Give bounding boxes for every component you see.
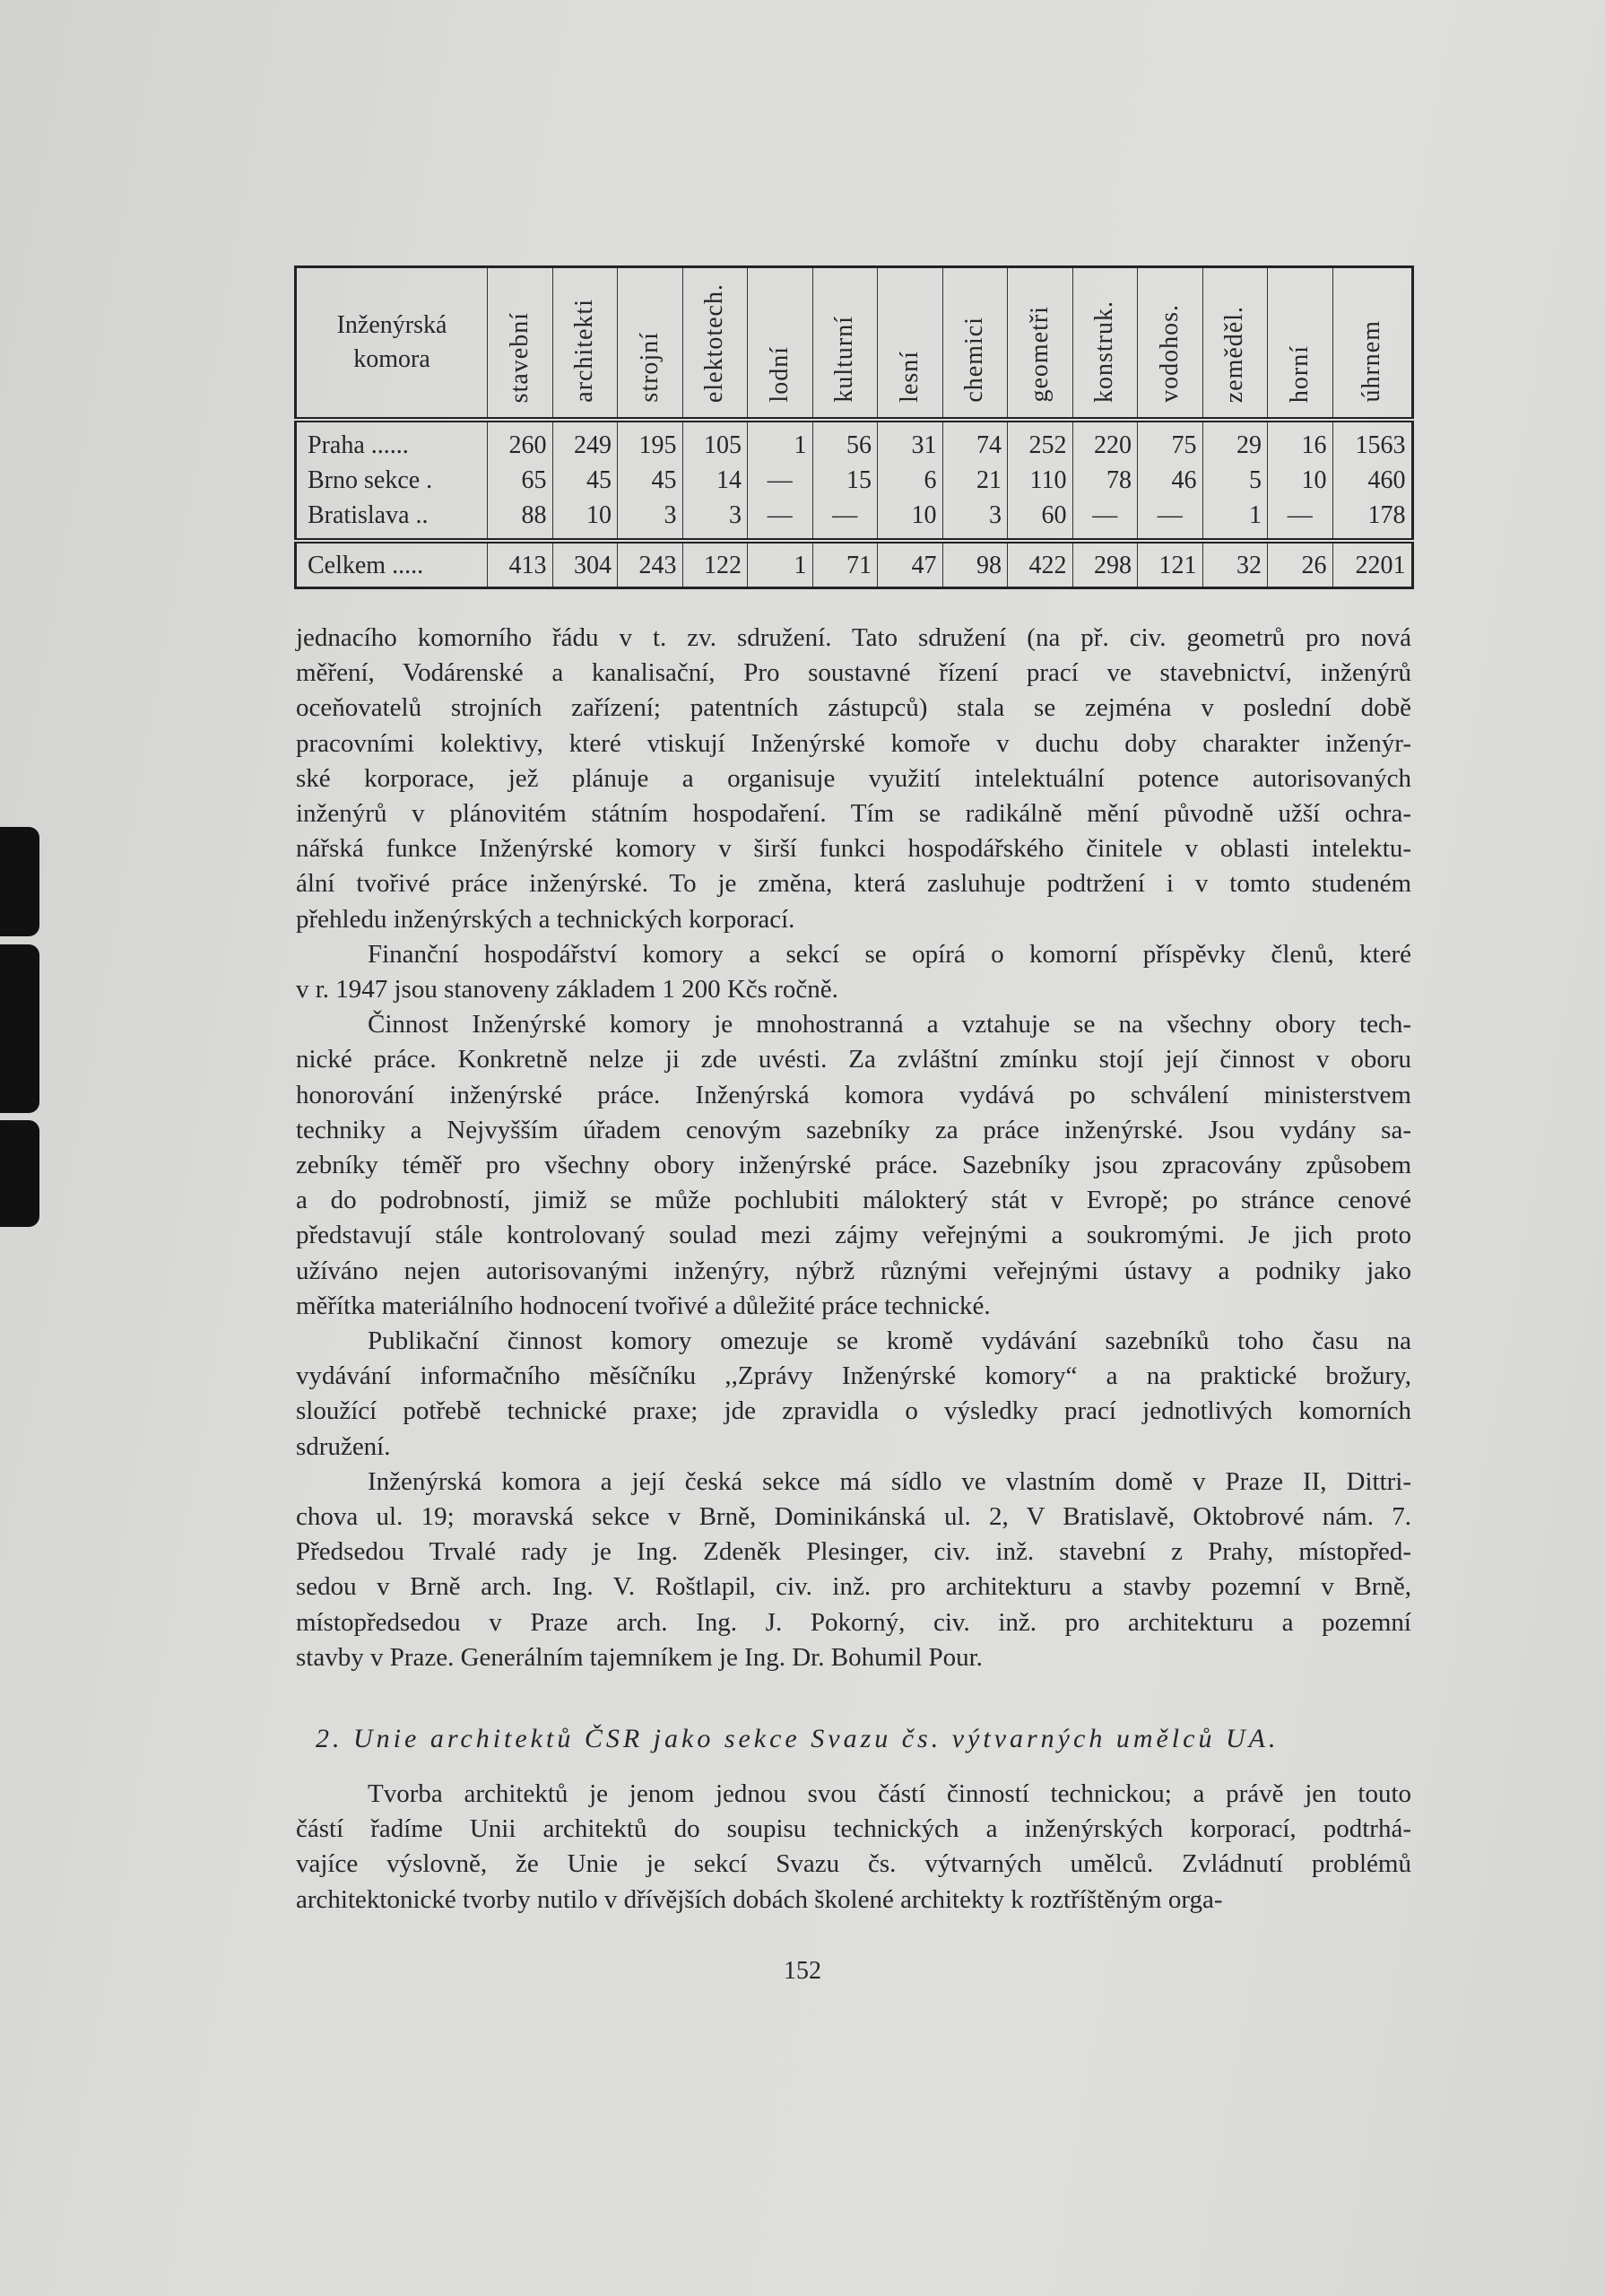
table-cell: 71 <box>812 541 878 588</box>
section-heading: 2. Unie architektů ČSR jako sekce Svazu čs. výtvarných umělců UA. <box>316 1724 1280 1753</box>
column-header <box>1072 267 1138 421</box>
column-header <box>942 267 1008 421</box>
column-header-label: chemici <box>960 317 989 403</box>
engineering-chamber-table <box>294 265 1414 589</box>
column-header-label: lesní <box>895 351 924 403</box>
row-label: Brno sekce . <box>296 463 488 498</box>
text-line: sdružení. <box>296 1431 391 1461</box>
column-header <box>1138 267 1203 421</box>
table-cell: 16 <box>1268 420 1333 463</box>
column-header <box>1202 267 1268 421</box>
text-line: nářská funkce Inženýrské komory v širší funkci hospodářského činitele v oblasti intelektu- <box>296 834 1411 864</box>
column-header <box>618 267 683 421</box>
text-line: částí řadíme Unii architektů do soupisu technických a inženýrských korporací, podtrhá- <box>296 1814 1411 1844</box>
table-cell: 56 <box>812 420 878 463</box>
text-line: a do podrobností, jimiž se může pochlubiti málokterý stát v Evropě; po stránce cenové <box>296 1186 1411 1215</box>
table-cell: 46 <box>1138 463 1203 498</box>
table-cell: 74 <box>942 420 1008 463</box>
row-label: Celkem ..... <box>296 541 488 588</box>
column-header-label: geometři <box>1025 306 1054 403</box>
table-cell: 252 <box>1008 420 1073 463</box>
column-header-label: stavební <box>505 311 534 403</box>
binder-clip <box>0 944 39 1113</box>
column-header <box>1332 267 1412 421</box>
table-cell: 1 <box>748 541 813 588</box>
text-line: Činnost Inženýrské komory je mnohostranná a vztahuje se na všechny obory tech- <box>368 1010 1411 1039</box>
table-cell: — <box>1268 498 1333 541</box>
table-cell: 422 <box>1008 541 1073 588</box>
table-cell: 60 <box>1008 498 1073 541</box>
text-line: Finanční hospodářství komory a sekcí se opírá o komorní příspěvky členů, které <box>368 939 1411 969</box>
column-header <box>682 267 748 421</box>
table-row <box>296 420 1413 463</box>
column-header <box>1008 267 1073 421</box>
column-header-label: architekti <box>570 299 599 403</box>
table-cell: 78 <box>1072 463 1138 498</box>
column-header <box>748 267 813 421</box>
table-cell: 413 <box>488 541 553 588</box>
column-header-label: úhrnem <box>1358 320 1385 403</box>
text-line: Inženýrská komora a její česká sekce má sídlo ve vlastním domě v Praze II, Dittri- <box>368 1466 1411 1496</box>
table-cell: 31 <box>878 420 943 463</box>
page-number: 152 <box>784 1957 821 1985</box>
corner-header <box>296 267 488 421</box>
table-cell: 88 <box>488 498 553 541</box>
text-line: v r. 1947 jsou stanoveny základem 1 200 Kčs ročně. <box>296 975 838 1004</box>
binder-clip <box>0 827 39 936</box>
table-cell: 304 <box>552 541 618 588</box>
text-line: jednacího komorního řádu v t. zv. sdružení. Tato sdružení (na př. civ. geometrů pro nová <box>296 623 1411 652</box>
table-cell: 1 <box>1202 498 1268 541</box>
corner-label-line2: komora <box>353 345 430 373</box>
table-cell: 45 <box>552 463 618 498</box>
table-total-row <box>296 541 1413 588</box>
table-cell: 10 <box>1268 463 1333 498</box>
table-cell: 32 <box>1202 541 1268 588</box>
table-cell: 15 <box>812 463 878 498</box>
text-line: architektonické tvorby nutilo v dřívějších dobách školené architekty k roztříštěným orga- <box>296 1884 1223 1914</box>
column-header <box>812 267 878 421</box>
table-cell: — <box>1072 498 1138 541</box>
table-cell: — <box>812 498 878 541</box>
table-cell: 14 <box>682 463 748 498</box>
row-label: Praha ...... <box>296 420 488 463</box>
column-header-label: zeměděl. <box>1220 305 1249 403</box>
table-cell: 98 <box>942 541 1008 588</box>
table-cell: 5 <box>1202 463 1268 498</box>
text-line: sloužící potřebě technické praxe; jde zpravidla o výsledky prací jednotlivých komorních <box>296 1396 1411 1426</box>
column-header-label: elektotech. <box>700 283 729 403</box>
text-line: Předsedou Trvalé rady je Ing. Zdeněk Plesinger, civ. inž. stavební z Prahy, místopřed- <box>296 1537 1411 1567</box>
table-cell: 122 <box>682 541 748 588</box>
text-line: měření, Vodárenské a kanalisační, Pro soustavné řízení prací ve stavebnictví, inženýrů <box>296 658 1411 688</box>
text-line: místopředsedou v Praze arch. Ing. J. Pokorný, civ. inž. pro architekturu a pozemní <box>296 1607 1411 1637</box>
corner-label-line1: Inženýrská <box>336 311 447 339</box>
text-line: vajíce výslovně, že Unie je sekcí Svazu čs. výtvarných umělců. Zvládnutí problémů <box>296 1849 1411 1879</box>
table-cell: 26 <box>1268 541 1333 588</box>
column-header <box>552 267 618 421</box>
text-line: zebníky téměř pro všechny obory inženýrské práce. Sazebníky jsou zpracovány způsobem <box>296 1151 1411 1179</box>
binder-clip <box>0 1120 39 1227</box>
table-cell: 105 <box>682 420 748 463</box>
table-cell: 75 <box>1138 420 1203 463</box>
column-header-label: strojní <box>635 332 664 403</box>
table-cell: 249 <box>552 420 618 463</box>
table-cell: 243 <box>618 541 683 588</box>
table-cell: 460 <box>1332 463 1412 498</box>
table-cell: 3 <box>682 498 748 541</box>
column-header-label: kulturní <box>830 316 859 403</box>
row-label: Bratislava .. <box>296 498 488 541</box>
table-row <box>296 463 1413 498</box>
table-cell: 298 <box>1072 541 1138 588</box>
table-cell: 1 <box>748 420 813 463</box>
column-header <box>1268 267 1333 421</box>
table-cell: 10 <box>552 498 618 541</box>
table-cell: 3 <box>942 498 1008 541</box>
text-line: oceňovatelů strojních zařízení; patentních zástupců) stala se zejména v poslední době <box>296 693 1411 723</box>
table-header-row <box>296 267 1413 421</box>
text-line: ské korporace, jež plánuje a organisuje využití intelektuální potence autorisovaných <box>296 763 1411 793</box>
text-line: Tvorba architektů je jenom jednou svou částí činností technickou; a právě jen touto <box>368 1779 1411 1808</box>
text-line: vydávání informačního měsíčníku ,,Zprávy Inženýrské komory“ a na praktické brožury, <box>296 1361 1411 1391</box>
table-cell: 110 <box>1008 463 1073 498</box>
column-header <box>878 267 943 421</box>
column-header-label: horní <box>1285 344 1314 403</box>
table-cell: 10 <box>878 498 943 541</box>
text-line: inženýrů v plánovitém státním hospodaření. Tím se radikálně mění původně užší ochra- <box>296 799 1411 828</box>
table-cell: 1563 <box>1332 420 1412 463</box>
table-row <box>296 498 1413 541</box>
text-line: nické práce. Konkretně nelze ji zde uvésti. Za zvláštní zmínku stojí její činnost v oboru <box>296 1045 1411 1074</box>
text-line: pracovními kolektivy, které vtiskují Inženýrské komoře v duchu doby charakter inženýr- <box>296 728 1411 758</box>
text-line: honorování inženýrské práce. Inženýrská komora vydává po schválení ministerstvem <box>296 1080 1411 1109</box>
text-line: přehledu inženýrských a technických korporací. <box>296 904 795 934</box>
table-cell: 65 <box>488 463 553 498</box>
table-cell: — <box>1138 498 1203 541</box>
text-line: představují stále kontrolovaný soulad mezi zájmy veřejnými a soukromými. Je jich proto <box>296 1221 1411 1250</box>
table-cell: 29 <box>1202 420 1268 463</box>
text-line: stavby v Praze. Generálním tajemníkem je Ing. Dr. Bohumil Pour. <box>296 1642 983 1672</box>
text-line: ální tvořivé práce inženýrské. To je změna, která zasluhuje podtržení i v tomto studeném <box>296 869 1411 899</box>
table-cell: 21 <box>942 463 1008 498</box>
text-line: užíváno nejen autorisovanými inženýry, nýbrž různými veřejnými ústavy a podniky jako <box>296 1256 1411 1285</box>
table-cell: 220 <box>1072 420 1138 463</box>
column-header <box>488 267 553 421</box>
table-cell: 2201 <box>1332 541 1412 588</box>
table-cell: 3 <box>618 498 683 541</box>
table-cell: 178 <box>1332 498 1412 541</box>
table-cell: — <box>748 463 813 498</box>
text-line: Publikační činnost komory omezuje se kromě vydávání sazebníků toho času na <box>368 1326 1411 1355</box>
column-header-label: vodohos. <box>1155 304 1184 403</box>
table-cell: — <box>748 498 813 541</box>
text-line: měřítka materiálního hodnocení tvořivé a důležité práce technické. <box>296 1291 991 1320</box>
text-line: chova ul. 19; moravská sekce v Brně, Dominikánská ul. 2, V Bratislavě, Oktobrové nám. 7. <box>296 1502 1411 1531</box>
table-cell: 45 <box>618 463 683 498</box>
column-header-label: lodní <box>765 346 794 403</box>
column-header-label: konstruk. <box>1090 300 1119 403</box>
table-cell: 260 <box>488 420 553 463</box>
text-line: sedou v Brně arch. Ing. V. Roštlapil, civ. inž. pro architekturu a stavby pozemní v Brně, <box>296 1572 1411 1602</box>
table-cell: 47 <box>878 541 943 588</box>
table-cell: 121 <box>1138 541 1203 588</box>
table-cell: 6 <box>878 463 943 498</box>
table-cell: 195 <box>618 420 683 463</box>
text-line: techniky a Nejvyšším úřadem cenovým sazebníky za práce inženýrské. Jsou vydány sa- <box>296 1115 1411 1144</box>
